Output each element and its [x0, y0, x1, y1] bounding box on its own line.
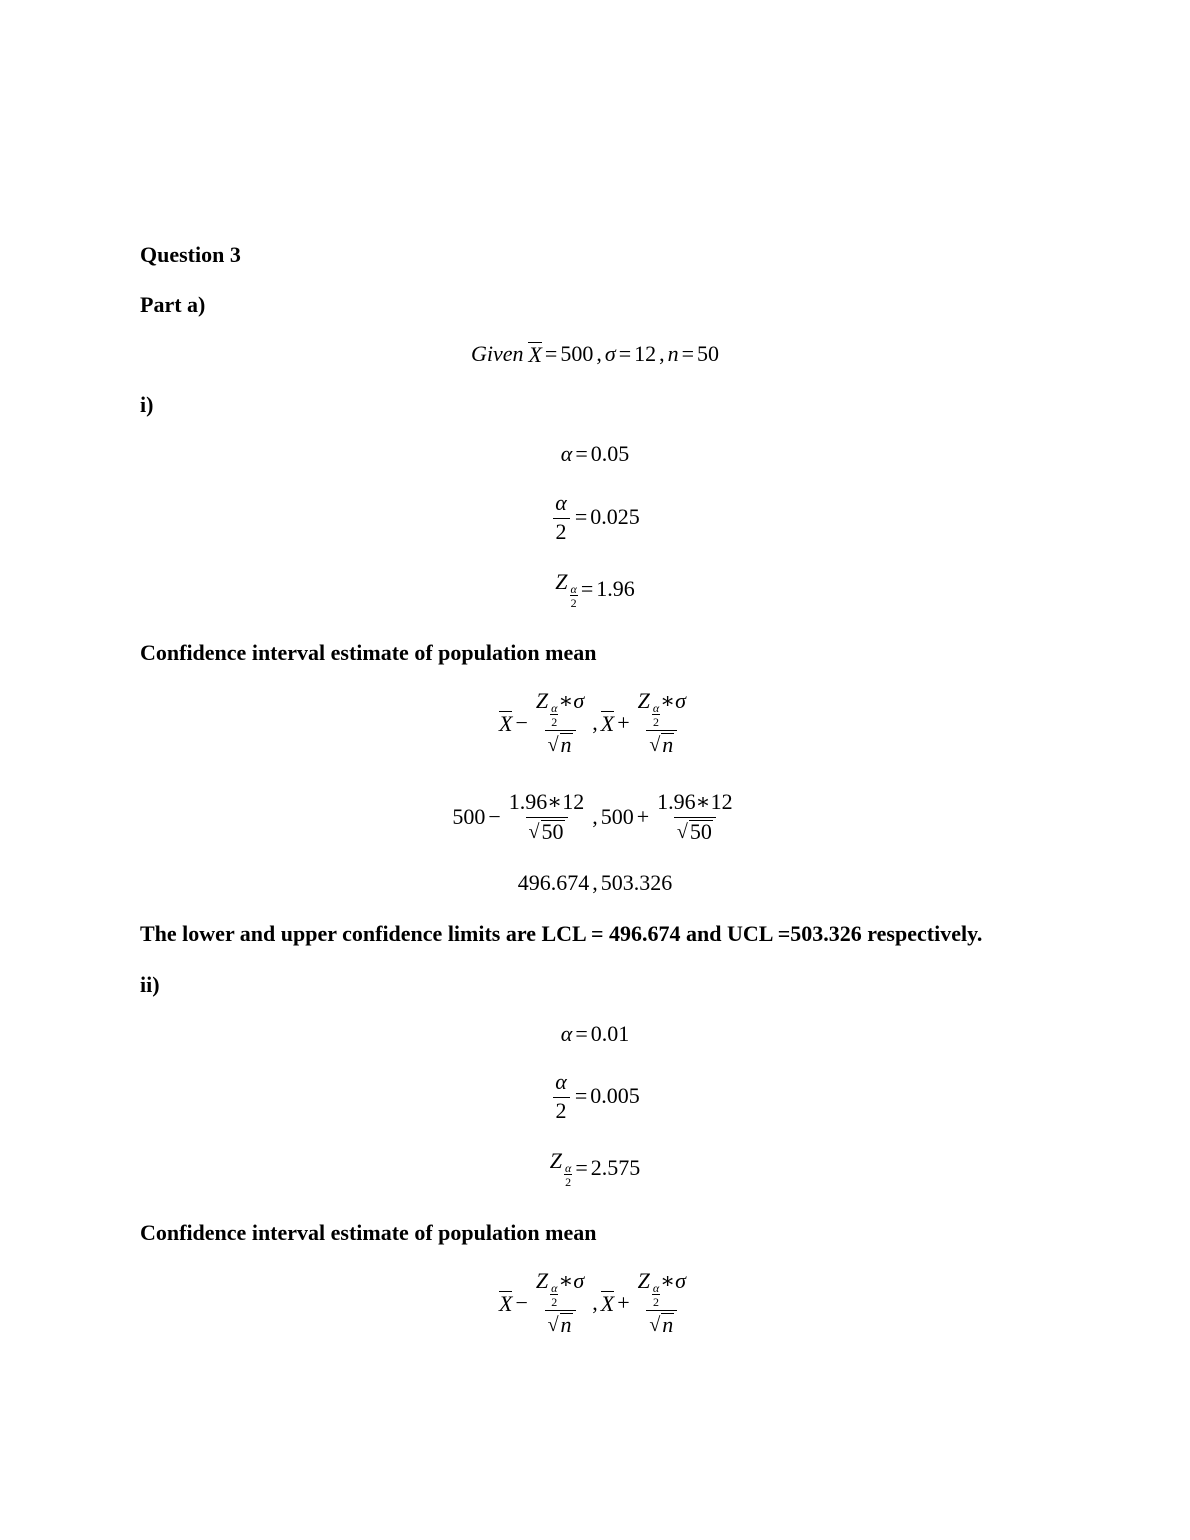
ci-substituted-i: 500 − 1.96∗12 √ 50 , 500 + 1.96∗12 √ 50	[452, 789, 733, 844]
given-mean: 500	[560, 341, 594, 366]
alpha-equation-i: α = 0.05	[560, 441, 630, 466]
half-alpha-equation-i: $\frac{\alpha}{2}$ = 0.025	[0, 490, 1190, 544]
z-value-i: 1.96	[596, 576, 635, 601]
ci-formula-2: X − Z α 2 ∗σ √ n , X + Z α 2 ∗σ √ n	[499, 1268, 686, 1337]
question-title: Question 3	[140, 242, 241, 267]
given-n: 50	[697, 341, 720, 366]
z-value-ii: 2.575	[590, 1155, 641, 1180]
half-alpha-value-ii: 0.005	[590, 1083, 640, 1108]
sub-i-title: i)	[140, 392, 154, 417]
ci-title-1: Confidence interval estimate of population mean	[140, 640, 597, 665]
z-equation-ii: Z α 2 = 2.575	[549, 1148, 641, 1189]
limits-statement: The lower and upper confidence limits are LCL = 496.674 and UCL =503.326 respectively.	[140, 921, 983, 946]
lower-limit-i: 496.674	[517, 870, 590, 895]
sigma-symbol: σ	[604, 341, 616, 366]
ci-result-i: 496.674 , 503.326	[517, 870, 673, 895]
upper-limit-i: 503.326	[600, 870, 673, 895]
half-alpha-equation-ii: $\frac{\alpha}{2}$ = 0.005	[0, 1069, 1190, 1123]
alpha-over-two: $\frac{\alpha}{2}$	[552, 490, 570, 544]
alpha-value-ii: 0.01	[590, 1021, 630, 1046]
z-equation-i: Z α 2 = 1.96	[555, 569, 635, 610]
part-title: Part a)	[140, 292, 206, 317]
sub-ii-title: ii)	[140, 972, 160, 997]
given-word: Given	[470, 341, 524, 366]
ci-formula-1: X − Z α 2 ∗σ √ n , X + Z α 2 ∗σ √ n	[499, 688, 686, 757]
given-equation: Given X = 500 , σ = 12 , n = 50	[470, 341, 720, 367]
n-symbol: n	[667, 341, 679, 366]
z-alpha-half: Z α 2	[555, 569, 577, 610]
alpha-value-i: 0.05	[590, 441, 630, 466]
given-sigma: 12	[634, 341, 657, 366]
alpha-equation-ii: α = 0.01	[560, 1021, 630, 1046]
xbar-symbol: X	[528, 342, 542, 367]
ci-title-2: Confidence interval estimate of population mean	[140, 1220, 597, 1245]
half-alpha-value-i: 0.025	[590, 504, 640, 529]
